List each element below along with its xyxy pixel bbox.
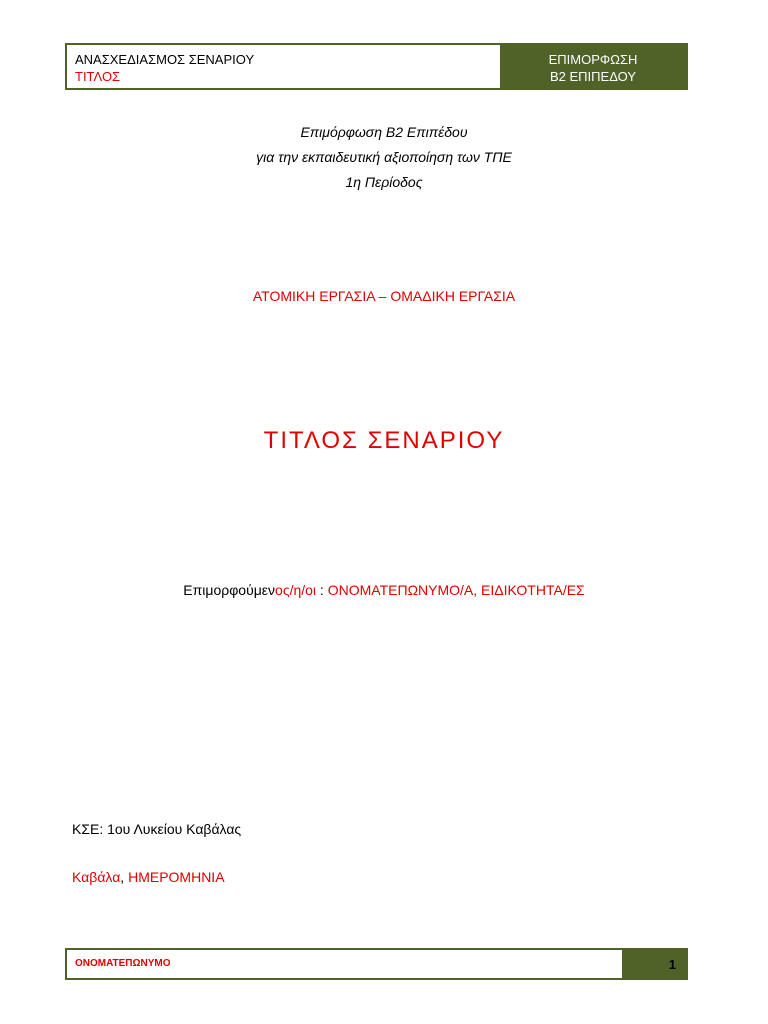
place: Καβάλα (72, 869, 121, 885)
scenario-title: ΤΙΤΛΟΣ ΣΕΝΑΡΙΟΥ (263, 427, 505, 454)
page-footer (65, 948, 688, 980)
trainees-label-suffix: ος/η/οι (275, 582, 317, 598)
header-left-cell (67, 45, 500, 88)
place-date-separator: , (120, 869, 129, 885)
header-right-cell (500, 45, 686, 88)
header-training: ΕΠΙΜΟΡΦΩΣΗ (548, 52, 638, 67)
work-type-heading: ΑΤΟΜΙΚΗ ΕΡΓΑΣΙΑ – ΟΜΑΔΙΚΗ ΕΡΓΑΣΙΑ (252, 288, 516, 304)
kse-line: ΚΣΕ: 1ου Λυκείου Καβάλας (72, 821, 242, 837)
header-level: Β2 ΕΠΙΠΕΔΟΥ (549, 69, 637, 84)
trainees-label: Επιμορφούμεν (183, 582, 276, 598)
trainees-line (0, 582, 768, 598)
footer-page-number: 1 (622, 950, 686, 978)
date: ΗΜΕΡΟΜΗΝΙΑ (128, 869, 225, 885)
intro-line-3: 1η Περίοδος (345, 174, 423, 190)
place-date-line (72, 869, 225, 885)
trainees-colon: : (316, 582, 328, 598)
trainees-value: ΟΝΟΜΑΤΕΠΩΝΥΜΟ/Α, ΕΙΔΙΚΟΤΗΤΑ/ΕΣ (327, 582, 585, 598)
intro-block (0, 120, 768, 195)
footer-name: ΟΝΟΜΑΤΕΠΩΝΥΜΟ (75, 958, 171, 969)
intro-line-1: Επιμόρφωση Β2 Επιπέδου (300, 124, 468, 140)
header-title: ΤΙΤΛΟΣ (75, 69, 121, 84)
header-document-type: ΑΝΑΣΧΕΔΙΑΣΜΟΣ ΣΕΝΑΡΙΟΥ (75, 52, 255, 67)
page-header (65, 43, 688, 90)
intro-line-2: για την εκπαιδευτική αξιοποίηση των ΤΠΕ (256, 149, 512, 165)
